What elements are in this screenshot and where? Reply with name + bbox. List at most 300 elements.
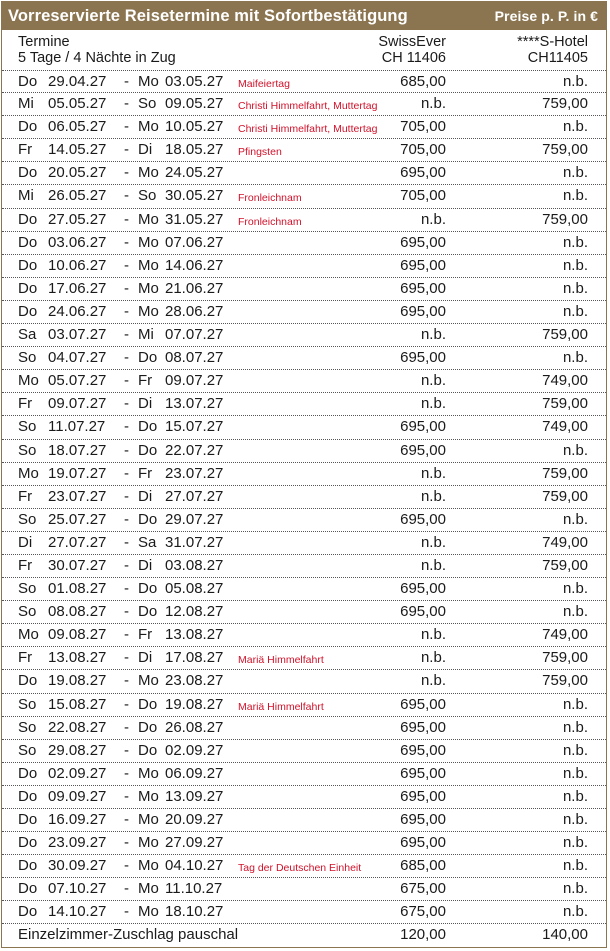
end-weekday: Mo [138, 672, 159, 690]
price-hotel: 759,00 [542, 649, 588, 667]
price-swissever: 705,00 [400, 141, 446, 159]
price-swissever: 695,00 [400, 256, 446, 274]
price-hotel: n.b. [562, 834, 588, 852]
end-date: 13.09.27 [165, 787, 224, 805]
start-date: 11.07.27 [48, 418, 106, 436]
end-weekday: Fr [138, 464, 153, 482]
price-hotel: n.b. [562, 580, 588, 598]
date-separator: - [124, 580, 129, 598]
end-date: 04.10.27 [165, 857, 224, 875]
start-date: 07.10.27 [48, 880, 107, 898]
price-hotel: n.b. [562, 118, 588, 136]
end-date: 14.06.27 [165, 256, 224, 274]
start-date: 19.08.27 [48, 672, 107, 690]
table-row [2, 162, 606, 185]
holiday-note: Maifeiertag [238, 78, 290, 90]
end-weekday: Do [138, 718, 158, 736]
price-hotel: 759,00 [542, 141, 588, 159]
header-hotel-code: CH11405 [527, 50, 588, 66]
end-date: 13.08.27 [165, 626, 224, 644]
price-hotel: 759,00 [542, 326, 588, 344]
price-hotel: 759,00 [542, 487, 588, 505]
header-duration: 5 Tage / 4 Nächte in Zug [18, 50, 176, 66]
end-date: 31.05.27 [165, 210, 224, 228]
start-date: 09.07.27 [48, 395, 107, 413]
date-separator: - [124, 787, 129, 805]
price-hotel: n.b. [562, 441, 588, 459]
date-separator: - [124, 556, 129, 574]
header-swissever [378, 34, 446, 66]
date-separator: - [124, 349, 129, 367]
start-date: 23.07.27 [48, 487, 107, 505]
table-row [2, 694, 606, 717]
start-date: 24.06.27 [48, 302, 107, 320]
table-row [2, 324, 606, 347]
start-date: 10.06.27 [48, 256, 107, 274]
holiday-note: Tag der Deutschen Einheit [238, 862, 362, 875]
price-swissever: 695,00 [400, 764, 446, 782]
end-date: 11.10.27 [165, 880, 223, 898]
price-hotel: 759,00 [542, 95, 588, 113]
price-swissever: n.b. [420, 649, 446, 667]
start-date: 29.04.27 [48, 73, 107, 90]
end-weekday: Fr [138, 372, 153, 390]
start-date: 27.07.27 [48, 533, 107, 551]
end-weekday: Mo [138, 880, 159, 898]
end-date: 18.10.27 [165, 903, 224, 921]
end-weekday: Do [138, 349, 158, 367]
start-date: 14.10.27 [48, 903, 107, 921]
end-date: 03.05.27 [165, 73, 224, 90]
table-row [2, 278, 606, 301]
table-row [2, 370, 606, 393]
price-swissever: n.b. [420, 95, 446, 113]
table-row [2, 901, 606, 924]
table-row [2, 301, 606, 324]
date-separator: - [124, 834, 129, 852]
end-date: 17.08.27 [165, 649, 224, 667]
start-weekday: So [18, 349, 37, 367]
end-weekday: So [138, 187, 157, 205]
end-date: 31.07.27 [165, 533, 224, 551]
price-swissever: n.b. [420, 372, 446, 390]
end-date: 27.09.27 [165, 834, 224, 852]
table-row [2, 670, 606, 693]
start-weekday: So [18, 510, 37, 528]
end-date: 08.07.27 [165, 349, 224, 367]
price-hotel: n.b. [562, 811, 588, 828]
end-weekday: Mo [138, 233, 159, 251]
date-separator: - [124, 395, 129, 413]
start-date: 14.05.27 [48, 141, 107, 159]
start-weekday: Do [18, 302, 38, 320]
price-swissever: 695,00 [400, 811, 446, 828]
table-row [2, 509, 606, 532]
column-header [2, 30, 606, 70]
start-weekday: Mi [18, 95, 34, 113]
end-weekday: Sa [138, 533, 157, 551]
holiday-note: Mariä Himmelfahrt [238, 654, 324, 667]
date-separator: - [124, 649, 129, 667]
price-hotel: 749,00 [542, 533, 588, 551]
price-hotel: n.b. [562, 903, 588, 921]
header-swissever-name: SwissEver [378, 34, 446, 50]
end-weekday: Do [138, 441, 158, 459]
start-weekday: Do [18, 903, 38, 921]
price-swissever: n.b. [420, 533, 446, 551]
table-row [2, 717, 606, 740]
end-weekday: Mo [138, 811, 159, 828]
start-date: 03.06.27 [48, 233, 107, 251]
date-separator: - [124, 302, 129, 320]
price-swissever: 695,00 [400, 164, 446, 182]
end-date: 02.09.27 [165, 741, 224, 759]
date-separator: - [124, 210, 129, 228]
date-separator: - [124, 95, 129, 113]
end-date: 07.07.27 [165, 326, 224, 344]
end-weekday: Fr [138, 626, 153, 644]
start-weekday: Fr [18, 649, 33, 667]
date-separator: - [124, 718, 129, 736]
price-hotel: n.b. [562, 718, 588, 736]
date-rows [2, 70, 606, 924]
end-date: 27.07.27 [165, 487, 224, 505]
end-date: 10.05.27 [165, 118, 224, 136]
table-row [2, 786, 606, 809]
start-weekday: Do [18, 764, 38, 782]
date-separator: - [124, 164, 129, 182]
date-separator: - [124, 441, 129, 459]
start-weekday: Do [18, 857, 38, 875]
start-weekday: Do [18, 880, 38, 898]
table-title: Vorreservierte Reisetermine mit Sofortbestätigung [8, 6, 408, 25]
start-date: 15.08.27 [48, 695, 107, 713]
start-weekday: So [18, 741, 37, 759]
date-separator: - [124, 811, 129, 828]
price-swissever: 695,00 [400, 510, 446, 528]
date-separator: - [124, 695, 129, 713]
table-row [2, 116, 606, 139]
start-weekday: Di [18, 533, 33, 551]
end-date: 23.07.27 [165, 464, 224, 482]
end-weekday: Do [138, 580, 158, 598]
end-date: 22.07.27 [165, 441, 224, 459]
start-date: 30.09.27 [48, 857, 107, 875]
price-hotel: n.b. [562, 880, 588, 898]
price-hotel: n.b. [562, 256, 588, 274]
price-swissever: 695,00 [400, 441, 446, 459]
start-date: 29.08.27 [48, 741, 107, 759]
end-date: 19.08.27 [165, 695, 224, 713]
price-swissever: n.b. [420, 556, 446, 574]
end-weekday: Mo [138, 302, 159, 320]
start-weekday: Do [18, 811, 38, 828]
start-date: 08.08.27 [48, 603, 107, 621]
end-weekday: Di [138, 141, 153, 159]
price-hotel: 759,00 [542, 210, 588, 228]
price-swissever: 695,00 [400, 787, 446, 805]
start-date: 16.09.27 [48, 811, 107, 828]
price-swissever: 695,00 [400, 349, 446, 367]
start-weekday: Do [18, 164, 38, 182]
end-date: 30.05.27 [165, 187, 224, 205]
date-separator: - [124, 741, 129, 759]
start-weekday: Fr [18, 556, 33, 574]
start-weekday: Fr [18, 141, 33, 159]
date-separator: - [124, 603, 129, 621]
end-date: 15.07.27 [165, 418, 224, 436]
date-separator: - [124, 187, 129, 205]
start-weekday: Fr [18, 395, 33, 413]
end-date: 12.08.27 [165, 603, 224, 621]
start-weekday: Do [18, 834, 38, 852]
start-date: 17.06.27 [48, 279, 107, 297]
table-row [2, 463, 606, 486]
table-row [2, 601, 606, 624]
start-date: 05.05.27 [48, 95, 107, 113]
price-hotel: 759,00 [542, 464, 588, 482]
table-row [2, 185, 606, 208]
date-separator: - [124, 857, 129, 875]
price-hotel: n.b. [562, 695, 588, 713]
start-weekday: Fr [18, 487, 33, 505]
date-separator: - [124, 764, 129, 782]
holiday-note: Christi Himmelfahrt, Muttertag [238, 123, 378, 136]
end-weekday: Mo [138, 279, 159, 297]
date-separator: - [124, 233, 129, 251]
start-date: 03.07.27 [48, 326, 107, 344]
table-row [2, 93, 606, 116]
price-hotel: n.b. [562, 279, 588, 297]
start-weekday: So [18, 603, 37, 621]
price-swissever: n.b. [420, 395, 446, 413]
holiday-note: Christi Himmelfahrt, Muttertag [238, 100, 378, 113]
start-weekday: Do [18, 787, 38, 805]
start-date: 04.07.27 [48, 349, 107, 367]
start-date: 09.08.27 [48, 626, 107, 644]
price-hotel: 749,00 [542, 372, 588, 390]
price-hotel: n.b. [562, 510, 588, 528]
header-termine: Termine [18, 34, 70, 50]
end-weekday: Mo [138, 164, 159, 182]
date-separator: - [124, 326, 129, 344]
table-row [2, 532, 606, 555]
end-weekday: Mi [138, 326, 154, 344]
price-swissever: n.b. [420, 487, 446, 505]
end-weekday: Mo [138, 764, 159, 782]
date-separator: - [124, 118, 129, 136]
price-swissever: 695,00 [400, 580, 446, 598]
end-weekday: Do [138, 418, 158, 436]
price-swissever: 695,00 [400, 603, 446, 621]
end-weekday: So [138, 95, 157, 113]
start-weekday: Do [18, 210, 38, 228]
end-date: 26.08.27 [165, 718, 224, 736]
price-swissever: n.b. [420, 672, 446, 690]
start-date: 05.07.27 [48, 372, 107, 390]
start-date: 26.05.27 [48, 187, 107, 205]
end-weekday: Di [138, 556, 153, 574]
start-weekday: So [18, 718, 37, 736]
end-weekday: Do [138, 695, 158, 713]
price-swissever: 675,00 [400, 880, 446, 898]
price-swissever: 685,00 [400, 73, 446, 90]
start-weekday: Mo [18, 626, 39, 644]
price-hotel: n.b. [562, 857, 588, 875]
table-row [2, 878, 606, 901]
surcharge-label: Einzelzimmer-Zuschlag pauschal [18, 926, 239, 944]
table-row [2, 855, 606, 878]
table-row [2, 740, 606, 763]
start-weekday: So [18, 580, 37, 598]
price-hotel: n.b. [562, 603, 588, 621]
price-swissever: 675,00 [400, 903, 446, 921]
start-weekday: Do [18, 118, 38, 136]
table-row [2, 209, 606, 232]
price-swissever: 695,00 [400, 418, 446, 436]
start-date: 09.09.27 [48, 787, 107, 805]
date-separator: - [124, 464, 129, 482]
table-row [2, 232, 606, 255]
table-row [2, 809, 606, 832]
table-row [2, 416, 606, 439]
price-hotel: n.b. [562, 764, 588, 782]
end-weekday: Di [138, 395, 153, 413]
start-date: 02.09.27 [48, 764, 107, 782]
end-date: 18.05.27 [165, 141, 224, 159]
header-hotel-name: ****S-Hotel [517, 34, 588, 50]
date-separator: - [124, 672, 129, 690]
end-date: 09.07.27 [165, 372, 224, 390]
start-date: 25.07.27 [48, 510, 107, 528]
end-date: 29.07.27 [165, 510, 224, 528]
table-row [2, 139, 606, 162]
price-hotel: 749,00 [542, 418, 588, 436]
end-weekday: Mo [138, 903, 159, 921]
price-hotel: 759,00 [542, 672, 588, 690]
price-swissever: 695,00 [400, 718, 446, 736]
end-weekday: Do [138, 510, 158, 528]
end-date: 03.08.27 [165, 556, 224, 574]
start-weekday: Sa [18, 326, 37, 344]
price-swissever: 705,00 [400, 187, 446, 205]
table-row [2, 486, 606, 509]
end-date: 24.05.27 [165, 164, 224, 182]
start-date: 13.08.27 [48, 649, 107, 667]
table-row [2, 70, 606, 93]
start-weekday: So [18, 441, 37, 459]
header-dates [18, 34, 176, 66]
end-weekday: Do [138, 603, 158, 621]
holiday-note: Fronleichnam [238, 192, 302, 205]
end-weekday: Mo [138, 210, 159, 228]
start-weekday: So [18, 418, 37, 436]
end-date: 13.07.27 [165, 395, 224, 413]
price-hotel: n.b. [562, 164, 588, 182]
end-weekday: Di [138, 487, 153, 505]
start-date: 30.07.27 [48, 556, 107, 574]
price-hotel: n.b. [562, 741, 588, 759]
price-swissever: 705,00 [400, 118, 446, 136]
end-date: 06.09.27 [165, 764, 224, 782]
price-swissever: 695,00 [400, 233, 446, 251]
start-date: 06.05.27 [48, 118, 107, 136]
date-separator: - [124, 533, 129, 551]
date-separator: - [124, 279, 129, 297]
single-room-surcharge-row [2, 924, 606, 947]
start-weekday: Mo [18, 464, 39, 482]
date-separator: - [124, 73, 129, 90]
header-hotel [517, 34, 588, 66]
date-separator: - [124, 372, 129, 390]
end-weekday: Di [138, 649, 153, 667]
price-swissever: 695,00 [400, 302, 446, 320]
end-weekday: Mo [138, 256, 159, 274]
start-weekday: Do [18, 233, 38, 251]
price-table [1, 1, 607, 948]
date-separator: - [124, 510, 129, 528]
price-swissever: 695,00 [400, 279, 446, 297]
price-swissever: 695,00 [400, 834, 446, 852]
start-weekday: So [18, 695, 37, 713]
start-date: 20.05.27 [48, 164, 107, 182]
end-weekday: Mo [138, 834, 159, 852]
table-row [2, 255, 606, 278]
price-swissever: n.b. [420, 626, 446, 644]
start-weekday: Do [18, 279, 38, 297]
start-weekday: Do [18, 256, 38, 274]
date-separator: - [124, 626, 129, 644]
table-row [2, 763, 606, 786]
table-row [2, 347, 606, 370]
price-hotel: n.b. [562, 787, 588, 805]
end-date: 28.06.27 [165, 302, 224, 320]
price-hotel: n.b. [562, 233, 588, 251]
date-separator: - [124, 903, 129, 921]
start-date: 18.07.27 [48, 441, 107, 459]
end-date: 05.08.27 [165, 580, 224, 598]
start-weekday: Do [18, 73, 38, 90]
price-swissever: n.b. [420, 210, 446, 228]
price-hotel: n.b. [562, 73, 588, 90]
holiday-note: Mariä Himmelfahrt [238, 700, 324, 713]
date-separator: - [124, 880, 129, 898]
table-row [2, 647, 606, 670]
table-row [2, 624, 606, 647]
table-row [2, 555, 606, 578]
price-hotel: n.b. [562, 302, 588, 320]
start-weekday: Mo [18, 372, 39, 390]
end-weekday: Mo [138, 73, 159, 90]
start-date: 19.07.27 [48, 464, 107, 482]
end-weekday: Mo [138, 857, 159, 875]
date-separator: - [124, 418, 129, 436]
price-hotel: 759,00 [542, 556, 588, 574]
price-swissever: n.b. [420, 326, 446, 344]
price-note: Preise p. P. in € [494, 8, 598, 24]
date-separator: - [124, 141, 129, 159]
price-swissever: 695,00 [400, 695, 446, 713]
table-row [2, 440, 606, 463]
price-hotel: n.b. [562, 187, 588, 205]
end-weekday: Do [138, 741, 158, 759]
table-row [2, 832, 606, 855]
date-separator: - [124, 487, 129, 505]
date-separator: - [124, 256, 129, 274]
start-date: 01.08.27 [48, 580, 107, 598]
price-hotel: 749,00 [542, 626, 588, 644]
surcharge-hotel: 140,00 [542, 926, 588, 944]
